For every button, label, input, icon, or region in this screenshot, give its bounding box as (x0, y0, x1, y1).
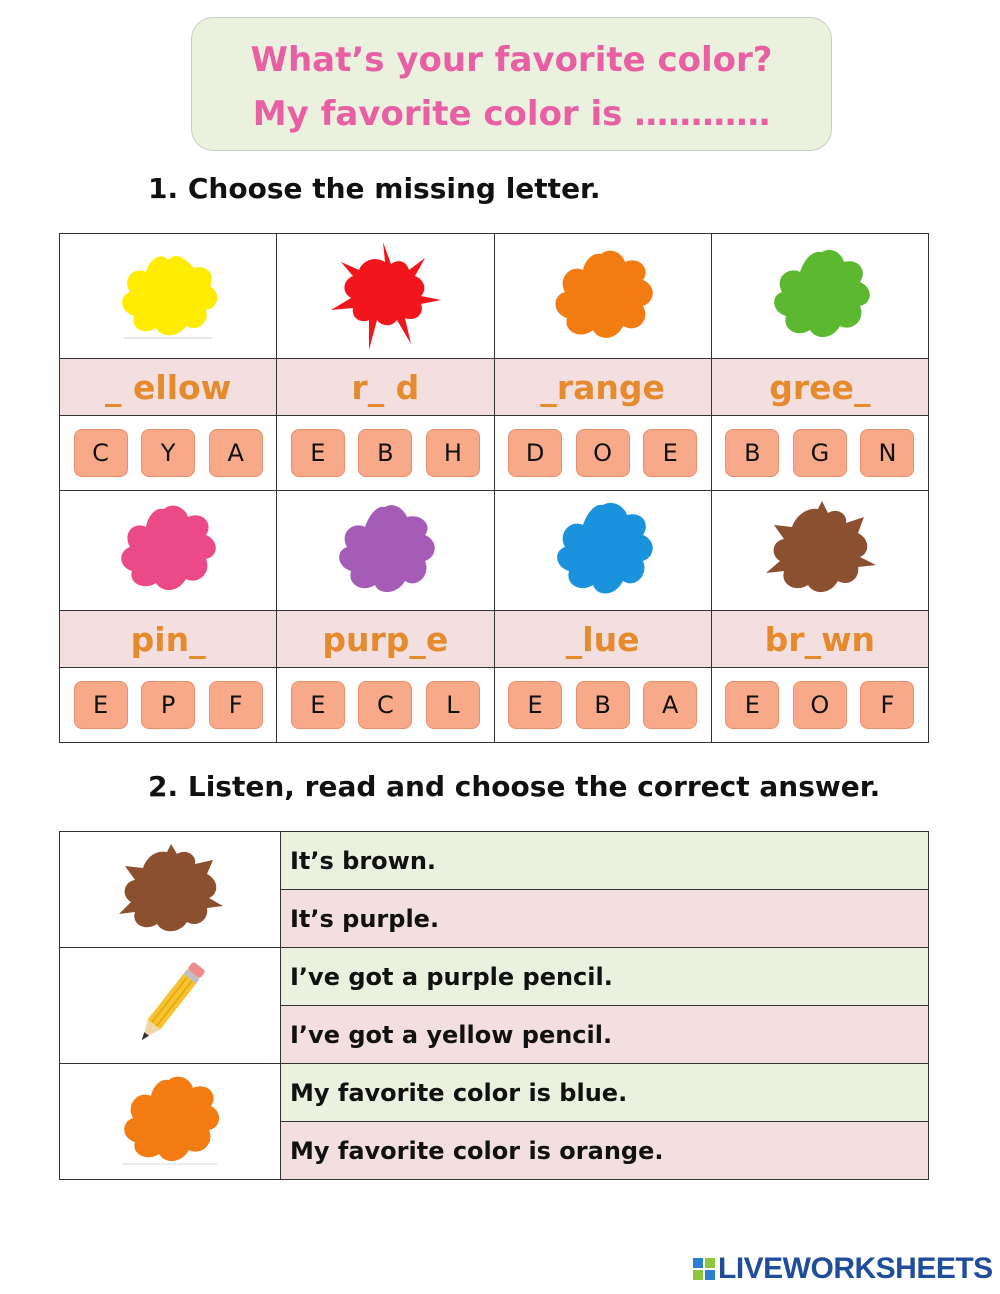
liveworksheets-logo (692, 1252, 993, 1286)
option-button[interactable]: D (508, 429, 562, 477)
option-button[interactable]: H (426, 429, 480, 477)
title-box (191, 17, 832, 151)
options-blue (494, 668, 711, 743)
options-red (277, 416, 494, 491)
section-2-title: 2. Listen, read and choose the correct answer. (148, 770, 881, 803)
options-green (711, 416, 928, 491)
word-blue: _lue (494, 611, 711, 668)
blue-splash-cell (494, 491, 711, 611)
option-button[interactable]: A (209, 429, 263, 477)
brown-splash-cell (711, 491, 928, 611)
option-button[interactable]: C (358, 681, 412, 729)
pink-splash-icon (108, 501, 228, 601)
question-1-picture (60, 832, 281, 948)
title-question: What’s your favorite color? (250, 40, 773, 80)
option-button[interactable]: C (74, 429, 128, 477)
option-button[interactable]: O (576, 429, 630, 477)
logo-blocks-icon (692, 1257, 716, 1281)
option-button[interactable]: G (793, 429, 847, 477)
option-button[interactable]: L (426, 681, 480, 729)
brown-splash-icon (760, 499, 880, 603)
pencil-icon (120, 954, 220, 1054)
question-2-picture (60, 948, 281, 1064)
options-orange (494, 416, 711, 491)
options-brown (711, 668, 928, 743)
option-button[interactable]: E (508, 681, 562, 729)
red-splash-icon (325, 240, 445, 352)
red-splash-cell (277, 234, 494, 359)
answer-option[interactable]: I’ve got a purple pencil. (281, 948, 929, 1006)
option-button[interactable]: F (209, 681, 263, 729)
listen-choose-table (59, 831, 929, 1180)
option-button[interactable]: B (725, 429, 779, 477)
title-answer-frame: My favorite color is ………… (252, 94, 771, 134)
option-button[interactable]: E (74, 681, 128, 729)
green-splash-icon (760, 244, 880, 348)
answer-option[interactable]: It’s brown. (281, 832, 929, 890)
orange-splash-icon (115, 1072, 225, 1168)
option-button[interactable]: E (725, 681, 779, 729)
option-button[interactable]: N (860, 429, 914, 477)
yellow-splash-icon (108, 246, 228, 346)
answer-option[interactable]: I’ve got a yellow pencil. (281, 1006, 929, 1064)
option-button[interactable]: P (141, 681, 195, 729)
green-splash-cell (711, 234, 928, 359)
word-pink: pin_ (60, 611, 277, 668)
word-yellow: _ ellow (60, 359, 277, 416)
answer-option[interactable]: It’s purple. (281, 890, 929, 948)
answer-option[interactable]: My favorite color is orange. (281, 1122, 929, 1180)
option-button[interactable]: E (291, 429, 345, 477)
word-purple: purp_e (277, 611, 494, 668)
option-button[interactable]: E (643, 429, 697, 477)
word-orange: _range (494, 359, 711, 416)
option-button[interactable]: A (643, 681, 697, 729)
section-1-title: 1. Choose the missing letter. (148, 172, 601, 205)
orange-splash-cell (494, 234, 711, 359)
option-button[interactable]: B (358, 429, 412, 477)
orange-splash-icon (543, 244, 663, 348)
purple-splash-icon (325, 499, 445, 603)
word-red: r_ d (277, 359, 494, 416)
yellow-splash-cell (60, 234, 277, 359)
word-green: gree_ (711, 359, 928, 416)
pink-splash-cell (60, 491, 277, 611)
blue-splash-icon (543, 499, 663, 603)
brown-splash-icon (115, 842, 225, 934)
option-button[interactable]: B (576, 681, 630, 729)
options-purple (277, 668, 494, 743)
options-yellow (60, 416, 277, 491)
purple-splash-cell (277, 491, 494, 611)
options-pink (60, 668, 277, 743)
missing-letter-grid (59, 233, 929, 743)
option-button[interactable]: E (291, 681, 345, 729)
brand-name: LIVEWORKSHEETS (718, 1252, 993, 1285)
option-button[interactable]: F (860, 681, 914, 729)
word-brown: br_wn (711, 611, 928, 668)
answer-option[interactable]: My favorite color is blue. (281, 1064, 929, 1122)
option-button[interactable]: O (793, 681, 847, 729)
option-button[interactable]: Y (141, 429, 195, 477)
question-3-picture (60, 1064, 281, 1180)
